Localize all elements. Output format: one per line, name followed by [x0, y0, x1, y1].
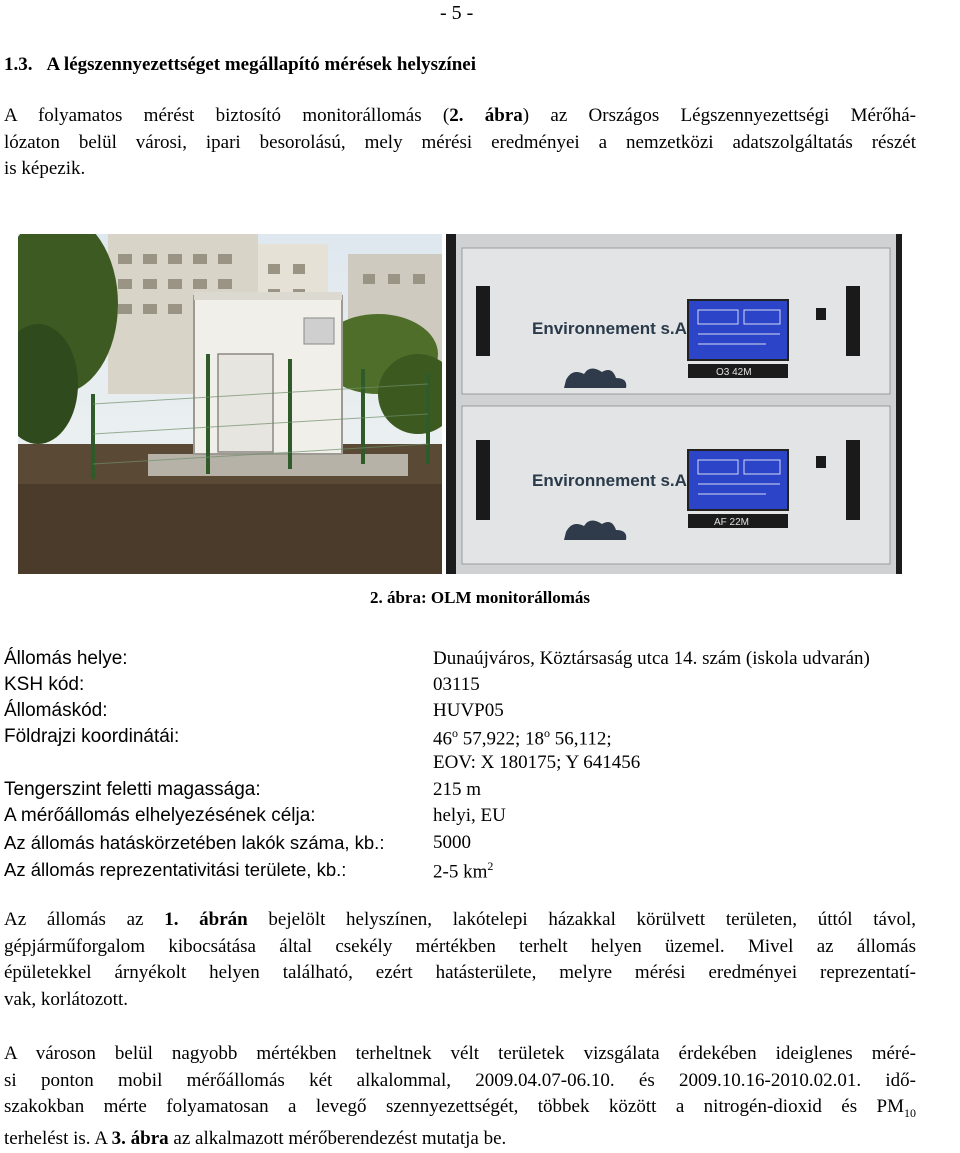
paragraph-line: A folyamatos mérést biztosító monitorállomás (2. ábra) az Országos Légszennyezettségi Mérőhá- [4, 105, 916, 126]
info-label: Állomás helye: [4, 648, 128, 669]
info-row-purpose [4, 805, 960, 831]
figure-caption: 2. ábra: OLM monitorállomás [369, 588, 591, 607]
info-value: 215 m [433, 779, 482, 800]
paragraph-line: gépjárműforgalom kibocsátása által csekély mértékben terhelt helyen üzemel. Mivel az állomás [4, 935, 916, 957]
info-label: Állomáskód: [4, 700, 108, 721]
info-label: Tengerszint feletti magassága: [4, 779, 261, 800]
info-value: helyi, EU [433, 805, 506, 826]
info-row-eov [4, 752, 960, 778]
info-row-location [4, 648, 960, 674]
figure-reference: 3. ábra [111, 1128, 169, 1150]
info-row-area [4, 859, 960, 885]
info-label: Az állomás hatáskörzetében lakók száma, kb.: [4, 832, 385, 853]
section-title: A légszennyezettséget megállapító mérések helyszínei [46, 54, 476, 75]
analyzer-photo-illustration [446, 234, 902, 574]
station-photo [18, 234, 442, 574]
intro-paragraph [4, 103, 916, 183]
info-value: 46$^o$ 57,922; 18$^o$ 56,112; [433, 726, 612, 750]
paragraph-line: lózaton belül városi, ipari besorolású, mely mérési eredményei a nemzetközi adatszolgáltatás részét [4, 131, 916, 153]
analyzer-model-label: O3 42M [716, 367, 752, 378]
info-label: Az állomás reprezentativitási területe, kb.: [4, 859, 347, 880]
analyzer-model-label: AF 22M [714, 517, 750, 528]
section-heading [4, 54, 476, 76]
paragraph-line: is képezik. [4, 158, 86, 179]
note-paragraph [4, 907, 916, 1013]
info-row-ksh-code [4, 674, 960, 700]
info-value: 03115 [433, 674, 480, 695]
info-row-residents [4, 832, 960, 858]
figure-reference: 2. ábra [449, 105, 523, 126]
info-value: HUVP05 [433, 700, 504, 721]
paragraph-line: vak, korlátozott. [4, 988, 128, 1010]
paragraph-line: szakokban mérte folyamatosan a levegő szennyezettségét, többek között a nitrogén-dioxid és $PM_{10}$ [4, 1096, 916, 1120]
section-number: 1.3. [4, 54, 33, 75]
paragraph-line: Az állomás az 1. ábrán bejelölt helyszínen, lakótelepi házakkal körülvett területen, úttól távol, [4, 909, 916, 930]
info-value: 5000 [433, 832, 471, 853]
info-row-altitude [4, 779, 960, 805]
mobile-station-paragraph [4, 1041, 916, 1153]
page-number: - 5 - [440, 2, 474, 24]
paragraph-line: terhelést is. A 3. ábra az alkalmazott mérőberendezést mutatja be. [4, 1128, 507, 1150]
paragraph-line: épületekkel árnyékolt helyen található, ezért hatásterülete, melyre mérési eredményei reprezentatí- [4, 962, 916, 983]
analyzer-brand-label: Environnement s.A [532, 471, 687, 490]
station-photo-illustration [18, 234, 442, 574]
paragraph-line: si ponton mobil mérőállomás két alkalommal, 2009.04.07-06.10. és 2009.10.16-2010.02.01. idő- [4, 1069, 916, 1091]
analyzer-photo [446, 234, 902, 574]
analyzer-brand-label: Environnement s.A [532, 319, 687, 338]
info-value: 2-5 $km^2$ [433, 859, 494, 883]
info-value: Dunaújváros, Köztársaság utca 14. szám (iskola udvarán) [433, 648, 870, 669]
figure-reference: 1. ábrán [164, 909, 248, 930]
info-label: KSH kód: [4, 674, 85, 695]
info-value: EOV: X 180175; Y 641456 [433, 752, 641, 773]
info-label: Földrajzi koordinátái: [4, 726, 180, 747]
info-row-station-code [4, 700, 960, 726]
info-label: A mérőállomás elhelyezésének célja: [4, 805, 316, 826]
info-row-coordinates [4, 726, 960, 752]
paragraph-line: A városon belül nagyobb mértékben terheltnek vélt területek vizsgálata érdekében ideiglenes méré- [4, 1043, 916, 1064]
